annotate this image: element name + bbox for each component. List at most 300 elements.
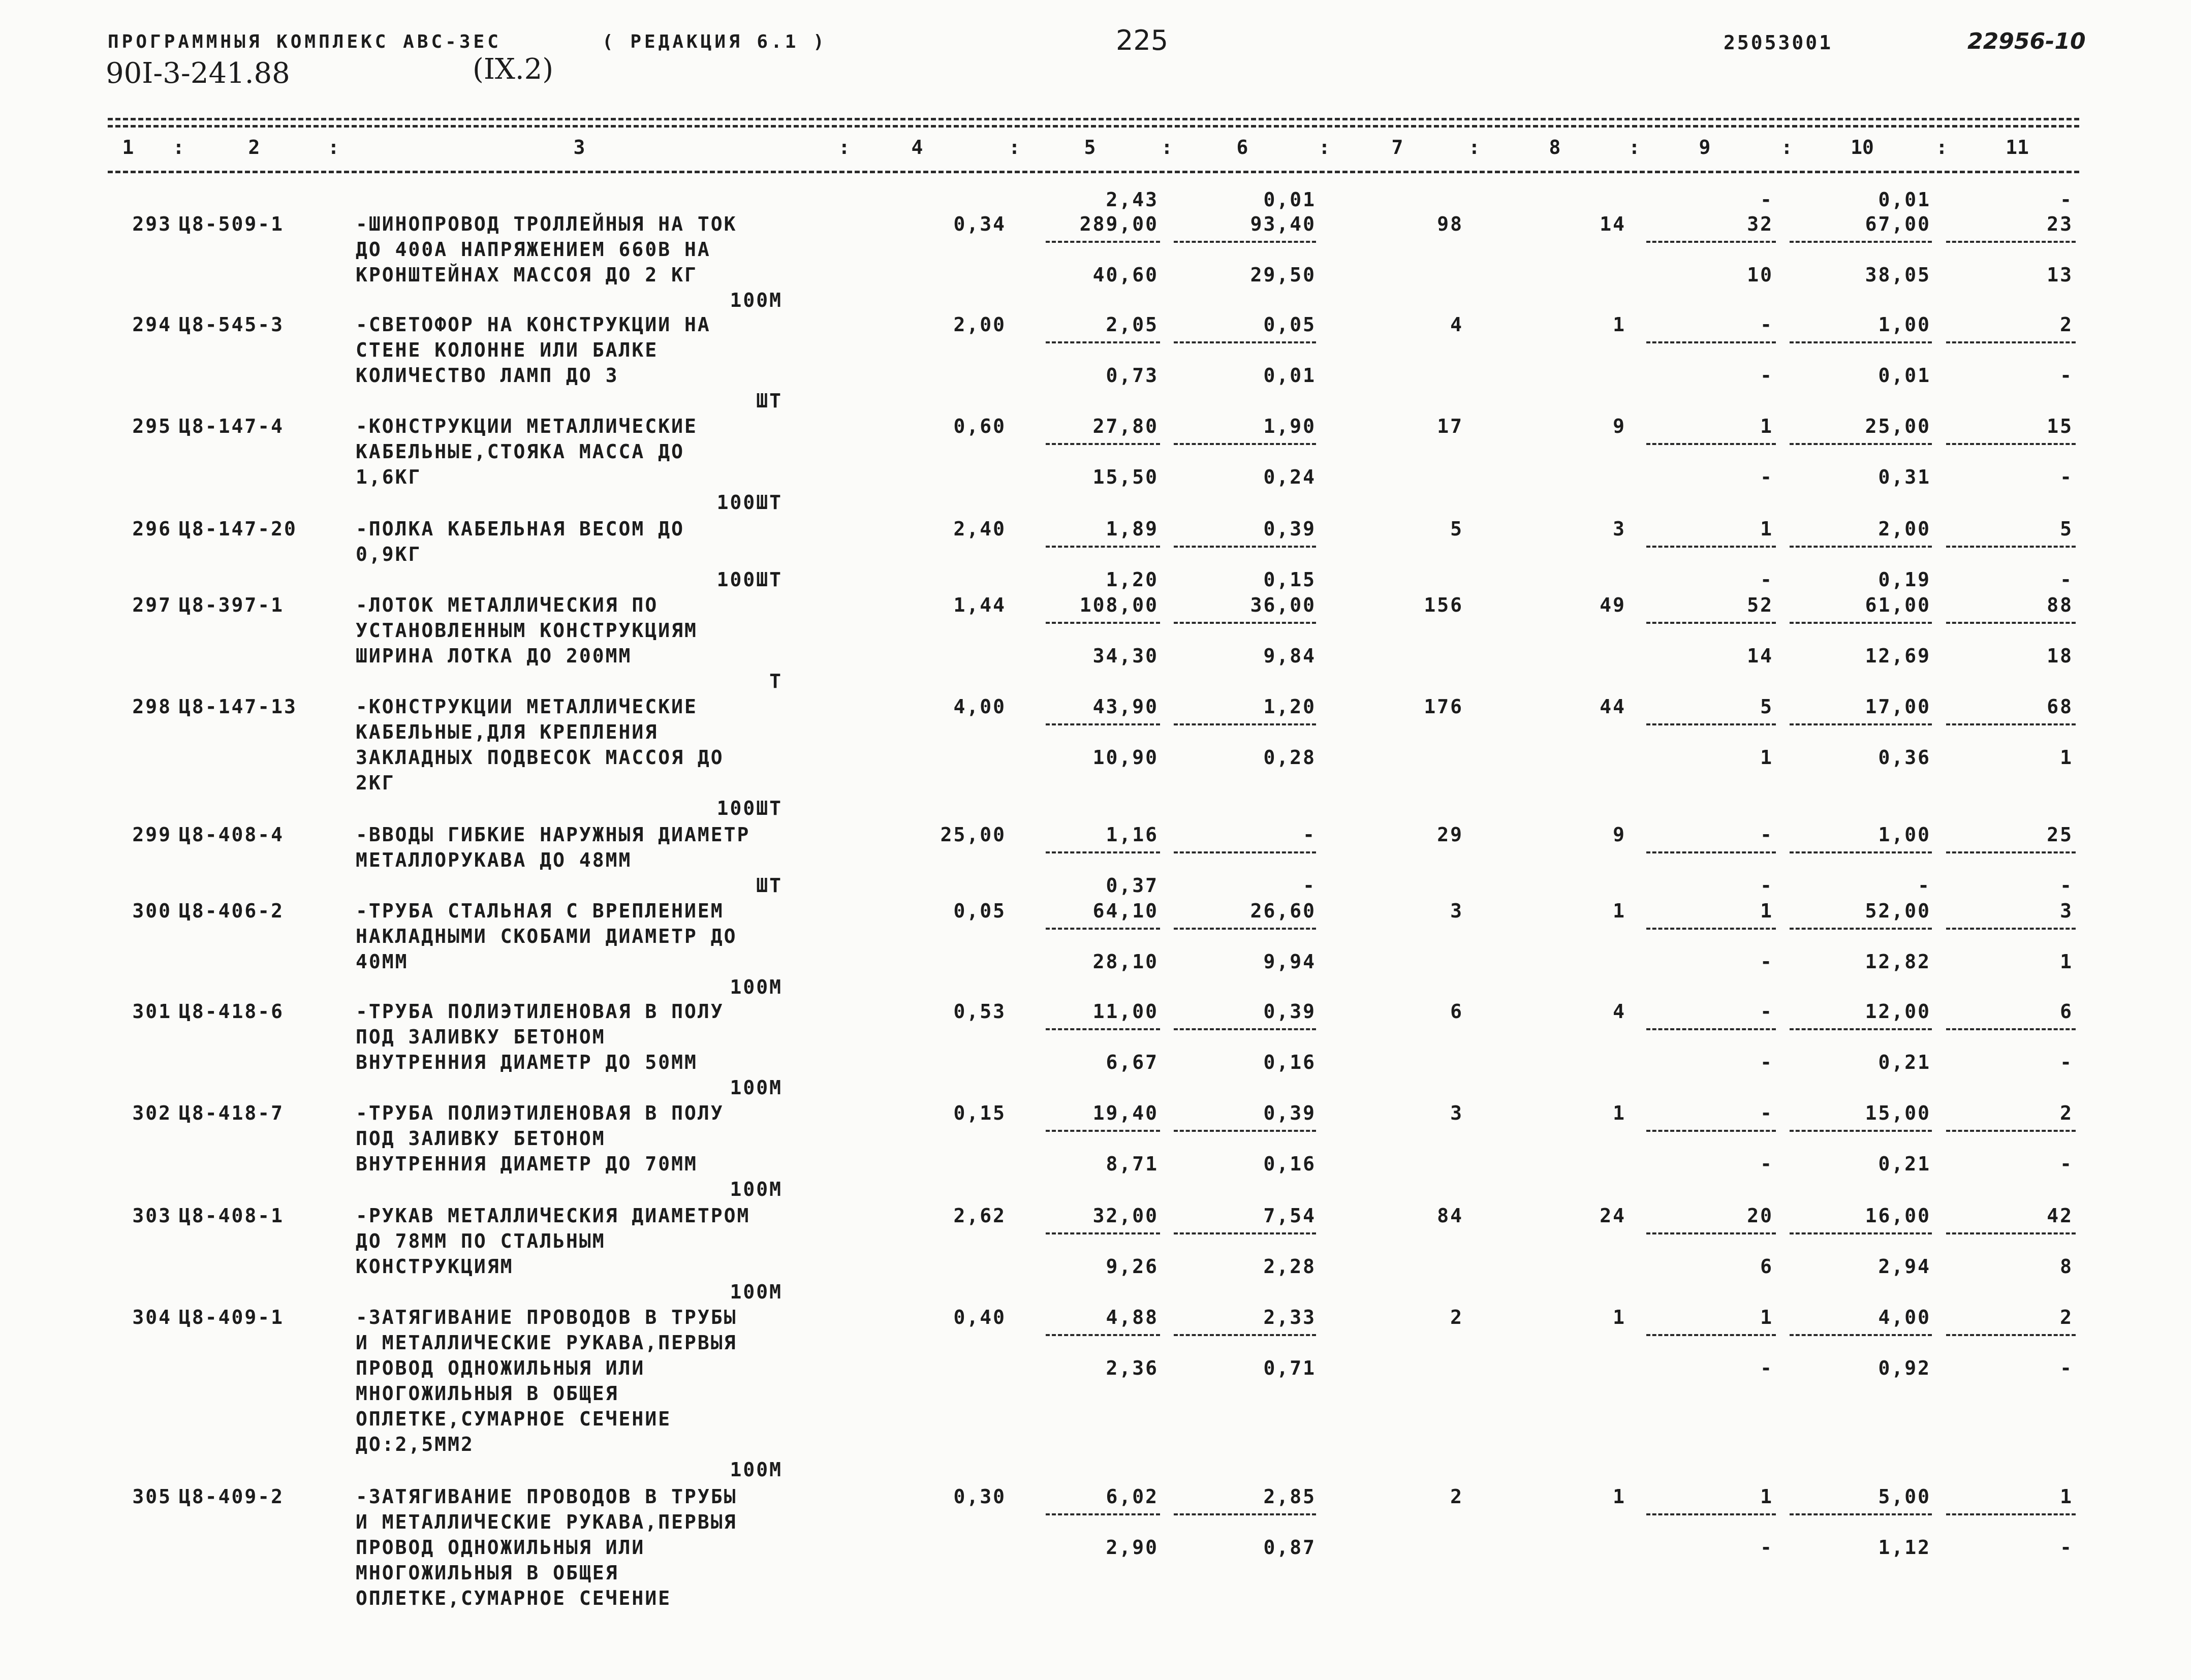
col-separator: : — [1319, 136, 1330, 159]
row-col7: 6 — [1450, 1000, 1463, 1023]
cell-divider-dashes — [1174, 443, 1316, 445]
row-unit: 100М — [730, 1076, 782, 1099]
row-col11-main: 15 — [2047, 415, 2073, 437]
row-col7: 3 — [1450, 900, 1463, 922]
row-col9-sub: 14 — [1747, 645, 1773, 667]
col-header-10: 10 — [1851, 136, 1874, 159]
cell-divider-dashes — [1046, 546, 1160, 548]
row-norm-code: Ц8-409-1 — [179, 1306, 285, 1328]
row-quantity: 1,44 — [953, 594, 1006, 616]
cell-divider-dashes — [1790, 1232, 1932, 1234]
row-description-line: -КОНСТРУКЦИИ МЕТАЛЛИЧЕСКИЕ — [356, 695, 698, 718]
cell-divider-dashes — [1174, 622, 1316, 624]
top-value-col5: 2,43 — [1106, 188, 1159, 211]
cell-divider-dashes — [1046, 341, 1160, 343]
row-col10-main: 1,00 — [1878, 313, 1931, 336]
row-description-line: -ПОЛКА КАБЕЛЬНАЯ ВЕСОМ ДО — [356, 518, 684, 540]
row-col10-sub: - — [1918, 874, 1931, 897]
row-number: 305 — [132, 1485, 172, 1508]
cell-divider-dashes — [1646, 851, 1776, 853]
row-number: 296 — [132, 518, 172, 540]
col-separator: : — [1468, 136, 1480, 159]
row-col6-sub: 0,87 — [1263, 1536, 1316, 1559]
row-col7: 5 — [1450, 518, 1463, 540]
cell-divider-dashes — [1174, 341, 1316, 343]
row-col8: 4 — [1613, 1000, 1626, 1023]
cell-divider-dashes — [1046, 1028, 1160, 1030]
cell-divider-dashes — [1790, 1028, 1932, 1030]
row-col6-sub: 0,28 — [1263, 746, 1316, 769]
row-norm-code: Ц8-408-4 — [179, 823, 285, 846]
row-col7: 3 — [1450, 1102, 1463, 1124]
project-code: 90I-3-241.88 — [106, 57, 290, 90]
row-quantity: 25,00 — [940, 823, 1006, 846]
row-description-line: -КОНСТРУКЦИИ МЕТАЛЛИЧЕСКИЕ — [356, 415, 698, 437]
row-col9-main: - — [1760, 313, 1773, 336]
row-col11-sub: 8 — [2060, 1255, 2073, 1278]
cell-divider-dashes — [1946, 341, 2076, 343]
row-number: 293 — [132, 213, 172, 235]
cell-divider-dashes — [1646, 1130, 1776, 1132]
row-col11-main: 23 — [2047, 213, 2073, 235]
col-header-2: 2 — [248, 136, 260, 159]
row-description-line: КОНСТРУКЦИЯМ — [356, 1255, 514, 1278]
row-col6-sub: 0,16 — [1263, 1051, 1316, 1073]
row-quantity: 0,53 — [953, 1000, 1006, 1023]
row-col8: 49 — [1600, 594, 1626, 616]
row-col11-main: 6 — [2060, 1000, 2073, 1023]
row-description-line: -ВВОДЫ ГИБКИЕ НАРУЖНЫЯ ДИАМЕТР — [356, 823, 750, 846]
row-col10-sub: 0,21 — [1878, 1153, 1931, 1175]
row-col11-sub: - — [2060, 874, 2073, 897]
row-col6-sub: 0,15 — [1263, 568, 1316, 591]
document-code-2: 22956-10 — [1967, 28, 2086, 54]
row-col9-sub: - — [1760, 568, 1773, 591]
row-col6-main: 0,39 — [1263, 1000, 1316, 1023]
row-col11-main: 1 — [2060, 1485, 2073, 1508]
col-separator: : — [1161, 136, 1173, 159]
row-col11-sub: - — [2060, 1536, 2073, 1559]
row-number: 297 — [132, 594, 172, 616]
row-description-line: ДО 78ММ ПО СТАЛЬНЫМ — [356, 1230, 606, 1252]
row-col10-sub: 12,69 — [1865, 645, 1931, 667]
row-col9-sub: 6 — [1760, 1255, 1773, 1278]
row-col5-sub: 2,90 — [1106, 1536, 1159, 1559]
row-col9-main: 52 — [1747, 594, 1773, 616]
cell-divider-dashes — [1174, 546, 1316, 548]
row-unit: 100ШТ — [716, 491, 782, 514]
cell-divider-dashes — [1046, 1334, 1160, 1336]
row-col9-main: 1 — [1760, 1485, 1773, 1508]
row-description-line: -ТРУБА ПОЛИЭТИЛЕНОВАЯ В ПОЛУ — [356, 1102, 724, 1124]
row-description-line: ЗАКЛАДНЫХ ПОДВЕСОК МАССОЯ ДО — [356, 746, 724, 769]
row-norm-code: Ц8-397-1 — [179, 594, 285, 616]
row-quantity: 0,05 — [953, 900, 1006, 922]
cell-divider-dashes — [1790, 928, 1932, 930]
row-norm-code: Ц8-406-2 — [179, 900, 285, 922]
cell-divider-dashes — [1790, 443, 1932, 445]
row-col11-main: 42 — [2047, 1204, 2073, 1227]
row-description-line: 2КГ — [356, 772, 395, 794]
cell-divider-dashes — [1174, 1028, 1316, 1030]
top-value-col11: - — [2060, 188, 2073, 211]
cell-divider-dashes — [1946, 1232, 2076, 1234]
row-unit: 100М — [730, 976, 782, 998]
row-col11-sub: - — [2060, 466, 2073, 488]
row-col7: 17 — [1437, 415, 1463, 437]
row-description-line: -ТРУБА СТАЛЬНАЯ С ВРЕПЛЕНИЕМ — [356, 900, 724, 922]
cell-divider-dashes — [1174, 851, 1316, 853]
row-description-line: ПРОВОД ОДНОЖИЛЬНЫЯ ИЛИ — [356, 1536, 645, 1559]
row-col9-main: 32 — [1747, 213, 1773, 235]
cell-divider-dashes — [1174, 723, 1316, 725]
row-col5-main: 32,00 — [1092, 1204, 1159, 1227]
row-col11-sub: 1 — [2060, 746, 2073, 769]
row-description-line: -ЛОТОК МЕТАЛЛИЧЕСКИЯ ПО — [356, 594, 659, 616]
cell-divider-dashes — [1174, 241, 1316, 243]
row-col6-sub: 9,84 — [1263, 645, 1316, 667]
row-col7: 176 — [1424, 695, 1463, 718]
row-col9-main: - — [1760, 1102, 1773, 1124]
row-quantity: 4,00 — [953, 695, 1006, 718]
row-col9-sub: - — [1760, 364, 1773, 387]
row-col9-sub: - — [1760, 950, 1773, 973]
row-col11-main: 68 — [2047, 695, 2073, 718]
row-col5-main: 1,16 — [1106, 823, 1159, 846]
row-col6-sub: 29,50 — [1250, 264, 1316, 286]
row-col11-sub: - — [2060, 1051, 2073, 1073]
row-quantity: 2,40 — [953, 518, 1006, 540]
row-col9-main: - — [1760, 823, 1773, 846]
cell-divider-dashes — [1174, 1130, 1316, 1132]
row-col11-main: 3 — [2060, 900, 2073, 922]
col-header-7: 7 — [1391, 136, 1403, 159]
cell-divider-dashes — [1174, 928, 1316, 930]
row-col10-main: 67,00 — [1865, 213, 1931, 235]
row-unit: Т — [769, 670, 782, 692]
cell-divider-dashes — [1646, 1513, 1776, 1515]
row-col6-sub: 0,24 — [1263, 466, 1316, 488]
col-header-3: 3 — [573, 136, 585, 159]
row-col6-main: 0,39 — [1263, 518, 1316, 540]
row-number: 299 — [132, 823, 172, 846]
cell-divider-dashes — [1790, 1334, 1932, 1336]
row-col9-main: - — [1760, 1000, 1773, 1023]
row-col10-main: 1,00 — [1878, 823, 1931, 846]
row-col10-main: 25,00 — [1865, 415, 1931, 437]
col-header-11: 11 — [2006, 136, 2029, 159]
col-separator: : — [1629, 136, 1640, 159]
row-norm-code: Ц8-418-7 — [179, 1102, 285, 1124]
row-col6-sub: 0,16 — [1263, 1153, 1316, 1175]
cell-divider-dashes — [1646, 622, 1776, 624]
cell-divider-dashes — [1790, 1130, 1932, 1132]
cell-divider-dashes — [1174, 1513, 1316, 1515]
row-col9-main: 20 — [1747, 1204, 1773, 1227]
row-number: 295 — [132, 415, 172, 437]
row-col10-main: 2,00 — [1878, 518, 1931, 540]
row-col10-main: 12,00 — [1865, 1000, 1931, 1023]
row-description-line: УСТАНОВЛЕННЫМ КОНСТРУКЦИЯМ — [356, 619, 698, 642]
row-description-line: ПОД ЗАЛИВКУ БЕТОНОМ — [356, 1127, 606, 1150]
row-col5-main: 11,00 — [1092, 1000, 1159, 1023]
row-number: 298 — [132, 695, 172, 718]
row-norm-code: Ц8-408-1 — [179, 1204, 285, 1227]
cell-divider-dashes — [1046, 1232, 1160, 1234]
cell-divider-dashes — [1790, 851, 1932, 853]
row-col6-sub: - — [1303, 874, 1316, 897]
row-col6-sub: 0,01 — [1263, 364, 1316, 387]
row-col10-main: 16,00 — [1865, 1204, 1931, 1227]
row-col5-main: 27,80 — [1092, 415, 1159, 437]
row-description-line: -ЗАТЯГИВАНИЕ ПРОВОДОВ В ТРУБЫ — [356, 1485, 737, 1508]
row-col5-main: 1,89 — [1106, 518, 1159, 540]
row-col10-main: 61,00 — [1865, 594, 1931, 616]
row-description-line: ШИРИНА ЛОТКА ДО 200ММ — [356, 645, 632, 667]
cell-divider-dashes — [1646, 443, 1776, 445]
redaction-label: ( РЕДАКЦИЯ 6.1 ) — [602, 31, 827, 52]
row-col11-main: 2 — [2060, 1306, 2073, 1328]
row-col8: 9 — [1613, 415, 1626, 437]
row-col11-sub: - — [2060, 568, 2073, 591]
row-description-line: -ШИНОПРОВОД ТРОЛЛЕЙНЫЯ НА ТОК — [356, 213, 737, 235]
row-col10-sub: 1,12 — [1878, 1536, 1931, 1559]
col-separator: : — [1936, 136, 1948, 159]
row-col6-main: - — [1303, 823, 1316, 846]
row-col10-sub: 0,21 — [1878, 1051, 1931, 1073]
cell-divider-dashes — [1646, 1334, 1776, 1336]
cell-divider-dashes — [1174, 1334, 1316, 1336]
cell-divider-dashes — [1046, 723, 1160, 725]
row-col5-sub: 2,36 — [1106, 1357, 1159, 1379]
cell-divider-dashes — [1174, 1232, 1316, 1234]
row-col10-main: 52,00 — [1865, 900, 1931, 922]
col-separator: : — [838, 136, 850, 159]
row-col5-main: 43,90 — [1092, 695, 1159, 718]
col-header-4: 4 — [911, 136, 923, 159]
row-col5-sub: 40,60 — [1092, 264, 1159, 286]
row-col5-sub: 9,26 — [1106, 1255, 1159, 1278]
row-col8: 3 — [1613, 518, 1626, 540]
row-quantity: 2,62 — [953, 1204, 1006, 1227]
row-col5-sub: 6,67 — [1106, 1051, 1159, 1073]
row-description-line: -СВЕТОФОР НА КОНСТРУКЦИИ НА — [356, 313, 711, 336]
row-col5-sub: 1,20 — [1106, 568, 1159, 591]
cell-divider-dashes — [1790, 723, 1932, 725]
row-description-line: КАБЕЛЬНЫЕ,СТОЯКА МАССА ДО — [356, 440, 684, 463]
cell-divider-dashes — [1046, 928, 1160, 930]
row-col9-main: 1 — [1760, 415, 1773, 437]
row-col8: 14 — [1600, 213, 1626, 235]
cell-divider-dashes — [1946, 241, 2076, 243]
row-number: 294 — [132, 313, 172, 336]
cell-divider-dashes — [1790, 341, 1932, 343]
row-number: 304 — [132, 1306, 172, 1328]
row-col6-main: 2,33 — [1263, 1306, 1316, 1328]
row-col7: 98 — [1437, 213, 1463, 235]
cell-divider-dashes — [1946, 1513, 2076, 1515]
row-description-line: МНОГОЖИЛЬНЫЯ В ОБЩЕЯ — [356, 1562, 619, 1584]
row-col9-main: 1 — [1760, 900, 1773, 922]
row-col6-main: 1,20 — [1263, 695, 1316, 718]
row-unit: 100М — [730, 1178, 782, 1200]
row-col9-sub: - — [1760, 1153, 1773, 1175]
row-col9-sub: - — [1760, 1536, 1773, 1559]
row-description-line: МНОГОЖИЛЬНЫЯ В ОБЩЕЯ — [356, 1382, 619, 1405]
row-norm-code: Ц8-147-13 — [179, 695, 297, 718]
row-col5-main: 6,02 — [1106, 1485, 1159, 1508]
row-unit: 100М — [730, 289, 782, 311]
row-col11-main: 5 — [2060, 518, 2073, 540]
row-col8: 24 — [1600, 1204, 1626, 1227]
cell-divider-dashes — [1046, 443, 1160, 445]
cell-divider-dashes — [1646, 723, 1776, 725]
row-col5-sub: 28,10 — [1092, 950, 1159, 973]
row-col5-main: 64,10 — [1092, 900, 1159, 922]
cell-divider-dashes — [1946, 1130, 2076, 1132]
row-col10-main: 15,00 — [1865, 1102, 1931, 1124]
row-col8: 1 — [1613, 1306, 1626, 1328]
row-description-line: ОПЛЕТКЕ,СУМАРНОЕ СЕЧЕНИЕ — [356, 1408, 672, 1430]
row-col9-sub: - — [1760, 874, 1773, 897]
cell-divider-dashes — [1946, 1028, 2076, 1030]
row-col7: 84 — [1437, 1204, 1463, 1227]
row-quantity: 0,30 — [953, 1485, 1006, 1508]
row-unit: 100ШТ — [716, 568, 782, 591]
row-col10-sub: 0,01 — [1878, 364, 1931, 387]
row-col9-sub: - — [1760, 1051, 1773, 1073]
row-col11-main: 88 — [2047, 594, 2073, 616]
row-col10-sub: 0,31 — [1878, 466, 1931, 488]
col-separator: : — [1781, 136, 1793, 159]
row-description-line: МЕТАЛЛОРУКАВА ДО 48ММ — [356, 849, 632, 871]
col-separator: : — [328, 136, 339, 159]
row-col9-sub: - — [1760, 466, 1773, 488]
col-separator: : — [173, 136, 184, 159]
row-description-line: -РУКАВ МЕТАЛЛИЧЕСКИЯ ДИАМЕТРОМ — [356, 1204, 750, 1227]
row-col11-sub: 1 — [2060, 950, 2073, 973]
row-col6-sub: 9,94 — [1263, 950, 1316, 973]
row-col10-main: 5,00 — [1878, 1485, 1931, 1508]
row-description-line: -ЗАТЯГИВАНИЕ ПРОВОДОВ В ТРУБЫ — [356, 1306, 737, 1328]
row-description-line: 1,6КГ — [356, 466, 422, 488]
cell-divider-dashes — [1046, 241, 1160, 243]
cell-divider-dashes — [1046, 622, 1160, 624]
page-number: 225 — [1116, 24, 1169, 56]
row-col10-sub: 0,36 — [1878, 746, 1931, 769]
row-unit: 100М — [730, 1281, 782, 1303]
row-description-line: ВНУТРЕННИЯ ДИАМЕТР ДО 50ММ — [356, 1051, 698, 1073]
row-unit: 100ШТ — [716, 797, 782, 819]
row-col9-main: 1 — [1760, 1306, 1773, 1328]
cell-divider-dashes — [1790, 241, 1932, 243]
row-col10-sub: 12,82 — [1865, 950, 1931, 973]
row-unit: 100М — [730, 1459, 782, 1481]
row-description-line: ПРОВОД ОДНОЖИЛЬНЫЯ ИЛИ — [356, 1357, 645, 1379]
row-col11-sub: 13 — [2047, 264, 2073, 286]
row-description-line: КАБЕЛЬНЫЕ,ДЛЯ КРЕПЛЕНИЯ — [356, 721, 659, 743]
cell-divider-dashes — [1790, 546, 1932, 548]
row-col6-main: 0,39 — [1263, 1102, 1316, 1124]
row-description-line: НАКЛАДНЫМИ СКОБАМИ ДИАМЕТР ДО — [356, 925, 737, 947]
row-col11-sub: - — [2060, 1357, 2073, 1379]
row-col5-sub: 15,50 — [1092, 466, 1159, 488]
row-quantity: 0,40 — [953, 1306, 1006, 1328]
row-number: 302 — [132, 1102, 172, 1124]
col-header-8: 8 — [1549, 136, 1561, 159]
top-value-col9: - — [1760, 188, 1773, 211]
row-description-line: ДО 400А НАПРЯЖЕНИЕМ 660В НА — [356, 238, 711, 261]
row-number: 300 — [132, 900, 172, 922]
row-col6-main: 26,60 — [1250, 900, 1316, 922]
row-col10-sub: 38,05 — [1865, 264, 1931, 286]
row-description-line: КОЛИЧЕСТВО ЛАМП ДО 3 — [356, 364, 619, 387]
row-col8: 1 — [1613, 1102, 1626, 1124]
row-col5-sub: 0,73 — [1106, 364, 1159, 387]
row-quantity: 0,15 — [953, 1102, 1006, 1124]
row-description-line: ПОД ЗАЛИВКУ БЕТОНОМ — [356, 1026, 606, 1048]
row-col11-sub: - — [2060, 1153, 2073, 1175]
row-col6-sub: 0,71 — [1263, 1357, 1316, 1379]
project-subcode: (IX.2) — [473, 53, 554, 86]
row-col11-sub: - — [2060, 364, 2073, 387]
row-quantity: 0,34 — [953, 213, 1006, 235]
row-col5-main: 2,05 — [1106, 313, 1159, 336]
row-col11-main: 2 — [2060, 1102, 2073, 1124]
row-col6-main: 2,85 — [1263, 1485, 1316, 1508]
program-title: ПРОГРАММНЫЯ КОМПЛЕКС АВС-3ЕС — [108, 31, 502, 52]
row-col11-main: 2 — [2060, 313, 2073, 336]
row-description-line: ВНУТРЕННИЯ ДИАМЕТР ДО 70ММ — [356, 1153, 698, 1175]
row-col5-sub: 0,37 — [1106, 874, 1159, 897]
row-col5-sub: 10,90 — [1092, 746, 1159, 769]
cell-divider-dashes — [1946, 928, 2076, 930]
cell-divider-dashes — [1790, 622, 1932, 624]
row-col6-sub: 2,28 — [1263, 1255, 1316, 1278]
cell-divider-dashes — [1646, 1232, 1776, 1234]
row-col5-main: 4,88 — [1106, 1306, 1159, 1328]
row-col10-sub: 2,94 — [1878, 1255, 1931, 1278]
col-header-1: 1 — [122, 136, 134, 159]
row-number: 303 — [132, 1204, 172, 1227]
cell-divider-dashes — [1790, 1513, 1932, 1515]
row-norm-code: Ц8-147-4 — [179, 415, 285, 437]
row-description-line: И МЕТАЛЛИЧЕСКИЕ РУКАВА,ПЕРВЫЯ — [356, 1511, 737, 1533]
row-description-line: СТЕНЕ КОЛОННЕ ИЛИ БАЛКЕ — [356, 339, 659, 361]
row-description-line: ДО:2,5ММ2 — [356, 1433, 474, 1455]
row-col11-main: 25 — [2047, 823, 2073, 846]
row-col7: 2 — [1450, 1306, 1463, 1328]
col-separator: : — [1009, 136, 1020, 159]
col-header-5: 5 — [1084, 136, 1096, 159]
row-col6-main: 93,40 — [1250, 213, 1316, 235]
row-norm-code: Ц8-147-20 — [179, 518, 297, 540]
row-quantity: 2,00 — [953, 313, 1006, 336]
row-col6-main: 36,00 — [1250, 594, 1316, 616]
row-col7: 29 — [1437, 823, 1463, 846]
row-col5-main: 108,00 — [1079, 594, 1159, 616]
row-col9-main: 5 — [1760, 695, 1773, 718]
row-norm-code: Ц8-545-3 — [179, 313, 285, 336]
row-col10-sub: 0,19 — [1878, 568, 1931, 591]
row-col9-main: 1 — [1760, 518, 1773, 540]
row-col9-sub: 1 — [1760, 746, 1773, 769]
row-col7: 4 — [1450, 313, 1463, 336]
col-header-6: 6 — [1236, 136, 1248, 159]
row-description-line: -ТРУБА ПОЛИЭТИЛЕНОВАЯ В ПОЛУ — [356, 1000, 724, 1023]
row-col11-sub: 18 — [2047, 645, 2073, 667]
document-code-1: 25053001 — [1724, 31, 1833, 54]
